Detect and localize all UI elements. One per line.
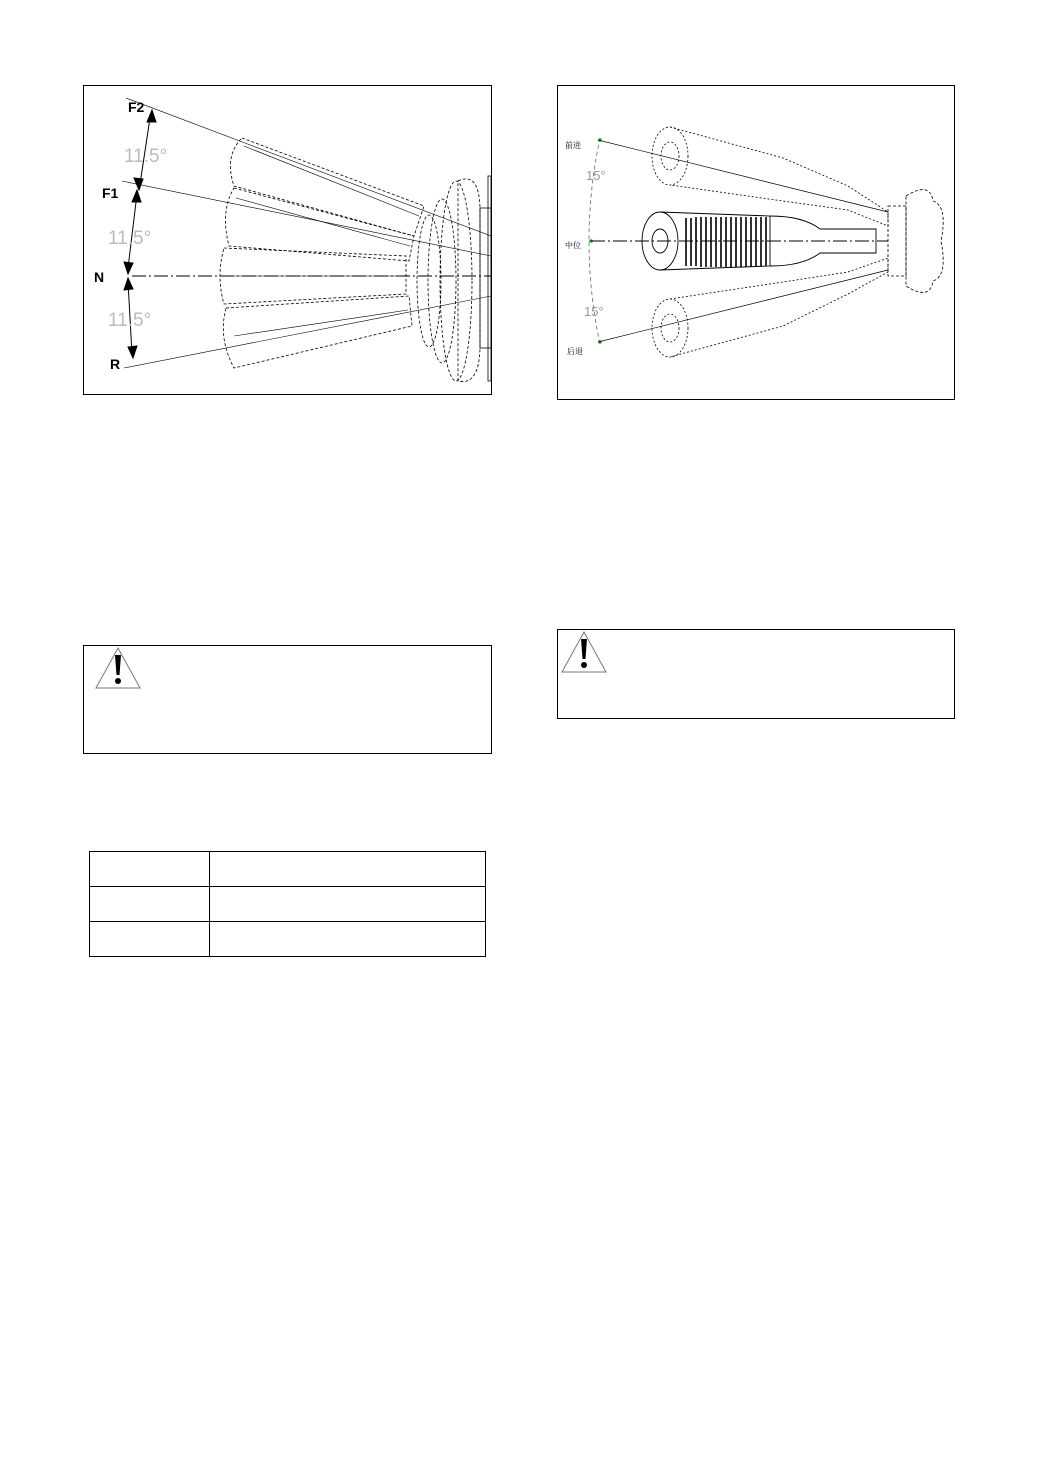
- table-cell: [210, 922, 486, 957]
- table-cell: [90, 852, 210, 887]
- angle-label-2: 11.5°: [108, 228, 152, 249]
- neutral-label: 中位: [565, 241, 581, 250]
- warning-triangle-icon: [560, 630, 608, 674]
- f2-label: F2: [128, 99, 145, 115]
- left-figure-frame: [83, 85, 492, 395]
- table-row: [90, 887, 486, 922]
- table-cell: [210, 852, 486, 887]
- angle-label-3: 11.5°: [108, 310, 152, 331]
- warning-triangle-icon: [94, 646, 142, 690]
- table-row: [90, 852, 486, 887]
- angle-label-15-top: 15°: [586, 168, 606, 183]
- n-label: N: [94, 269, 105, 285]
- r-label: R: [110, 356, 121, 372]
- angle-label-1: 11.5°: [124, 146, 168, 167]
- warning-box-left: [83, 645, 492, 754]
- spec-table: [89, 851, 486, 957]
- warning-box-right: [557, 629, 955, 719]
- table-row: [90, 922, 486, 957]
- table-cell: [90, 922, 210, 957]
- forward-label: 前进: [565, 141, 581, 150]
- angle-label-15-bottom: 15°: [584, 304, 604, 319]
- table-cell: [90, 887, 210, 922]
- reverse-label: 后退: [567, 347, 583, 356]
- table-cell: [210, 887, 486, 922]
- joystick-direction-diagram: [558, 86, 954, 399]
- joystick-gear-diagram: [84, 86, 491, 394]
- right-figure-frame: [557, 85, 955, 400]
- f1-label: F1: [102, 185, 119, 201]
